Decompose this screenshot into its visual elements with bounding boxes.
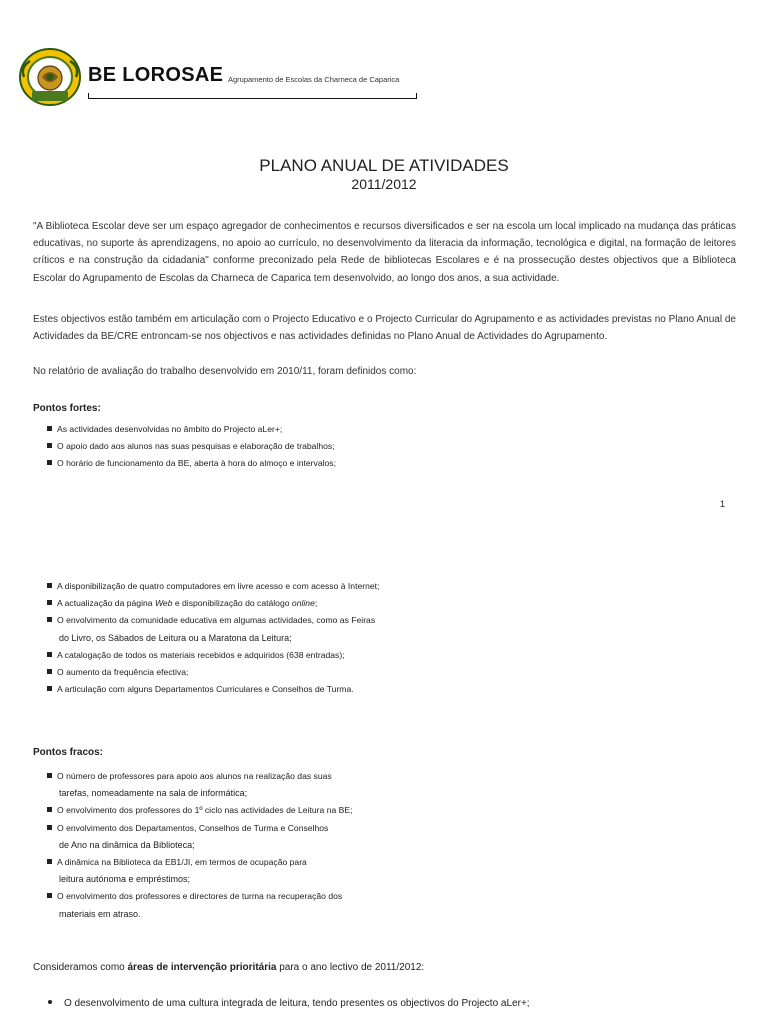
list-item: O envolvimento dos professores e directores de turma na recuperação dos materiais em atraso. — [47, 888, 353, 922]
square-bullet-icon — [47, 825, 52, 830]
square-bullet-icon — [47, 460, 52, 465]
square-bullet-icon — [47, 426, 52, 431]
square-bullet-icon — [47, 773, 52, 778]
strengths-list-page2 — [47, 578, 379, 698]
intro-paragraph-2: Estes objectivos estão também em articulação com o Projecto Educativo e o Projecto Curricular do Agrupamento e as actividades previstas no Plano Anual de Actividades da BE/CRE entroncam-se nos objectivos e nas actividades definidas no Plano Anual de Actividades do Agrupamento. — [33, 314, 736, 343]
list-item: A articulação com alguns Departamentos Curriculares e Conselhos de Turma. — [47, 681, 379, 698]
list-item: A actualização da página Web e disponibilização do catálogo online; — [47, 595, 379, 612]
square-bullet-icon — [47, 443, 52, 448]
square-bullet-icon — [47, 652, 52, 657]
list-item: O apoio dado aos alunos nas suas pesquisas e elaboração de trabalhos; — [47, 438, 336, 455]
intro-paragraph-1: "A Biblioteca Escolar deve ser um espaço agregador de conhecimentos e recursos diversificados e ser na escola um local implicado na mudança das práticas educativas, no suporte às aprendizagens, no apoio ao currículo, no desenvolvimento da literacia da informação, tecnológica e digital, na formação de leitores críticos e na construção da cidadania" conforme preconizado pela Rede de bibliotecas Escolares e é na prossecução destes objectivos que a Biblioteca Escolar do Agrupamento de Escolas da Charneca de Caparica tem desenvolvido, ao longo dos anos, a sua actividade. — [33, 221, 736, 284]
be-lorosae-logo — [18, 47, 82, 107]
list-item: A catalogação de todos os materiais recebidos e adquiridos (638 entradas); — [47, 647, 379, 664]
list-item: A disponibilização de quatro computadores em livre acesso e com acesso à Internet; — [47, 578, 379, 595]
square-bullet-icon — [47, 686, 52, 691]
square-bullet-icon — [47, 617, 52, 622]
list-item: O aumento da frequência efectiva; — [47, 664, 379, 681]
square-bullet-icon — [47, 859, 52, 864]
square-bullet-icon — [47, 807, 52, 812]
square-bullet-icon — [47, 600, 52, 605]
document-year: 2011/2012 — [351, 176, 417, 192]
document-title: PLANO ANUAL DE ATIVIDADES — [259, 156, 509, 175]
list-item: O horário de funcionamento da BE, aberta à hora do almoço e intervalos; — [47, 455, 336, 472]
strengths-list-page1 — [47, 421, 336, 473]
priority-areas-list — [48, 996, 530, 1012]
strengths-heading: Pontos fortes: — [33, 403, 101, 414]
bullet-icon — [48, 1000, 52, 1004]
list-item: O envolvimento da comunidade educativa em algumas actividades, como as Feiras do Livro, os Sábados de Leitura ou a Maratona da Leitura; — [47, 612, 379, 646]
list-item: O desenvolvimento de uma cultura integrada de leitura, tendo presentes os objectivos do Projecto aLer+; — [48, 996, 530, 1012]
intro-paragraph-3: No relatório de avaliação do trabalho desenvolvido em 2010/11, foram definidos como: — [33, 366, 417, 377]
school-group-name: Agrupamento de Escolas da Charneca de Caparica — [228, 75, 400, 84]
priority-areas-intro: Consideramos como áreas de intervenção prioritária para o ano lectivo de 2011/2012: — [33, 962, 425, 973]
list-item: O número de professores para apoio aos alunos na realização das suas tarefas, nomeadamente na sala de informática; — [47, 768, 353, 802]
square-bullet-icon — [47, 893, 52, 898]
list-item: O envolvimento dos professores do 1º ciclo nas actividades de Leitura na BE; — [47, 802, 353, 819]
brand-name: BE LOROSAE — [88, 64, 224, 86]
list-item: A dinâmica na Biblioteca da EB1/JI, em termos de ocupação para leitura autónoma e empréstimos; — [47, 854, 353, 888]
square-bullet-icon — [47, 669, 52, 674]
list-item: As actividades desenvolvidas no âmbito do Projecto aLer+; — [47, 421, 336, 438]
weaknesses-list — [47, 768, 353, 923]
header-rule — [88, 93, 417, 99]
page-number: 1 — [720, 499, 726, 509]
weaknesses-heading: Pontos fracos: — [33, 747, 104, 758]
square-bullet-icon — [47, 583, 52, 588]
list-item: O envolvimento dos Departamentos, Conselhos de Turma e Conselhos de Ano na dinâmica da Biblioteca; — [47, 820, 353, 854]
